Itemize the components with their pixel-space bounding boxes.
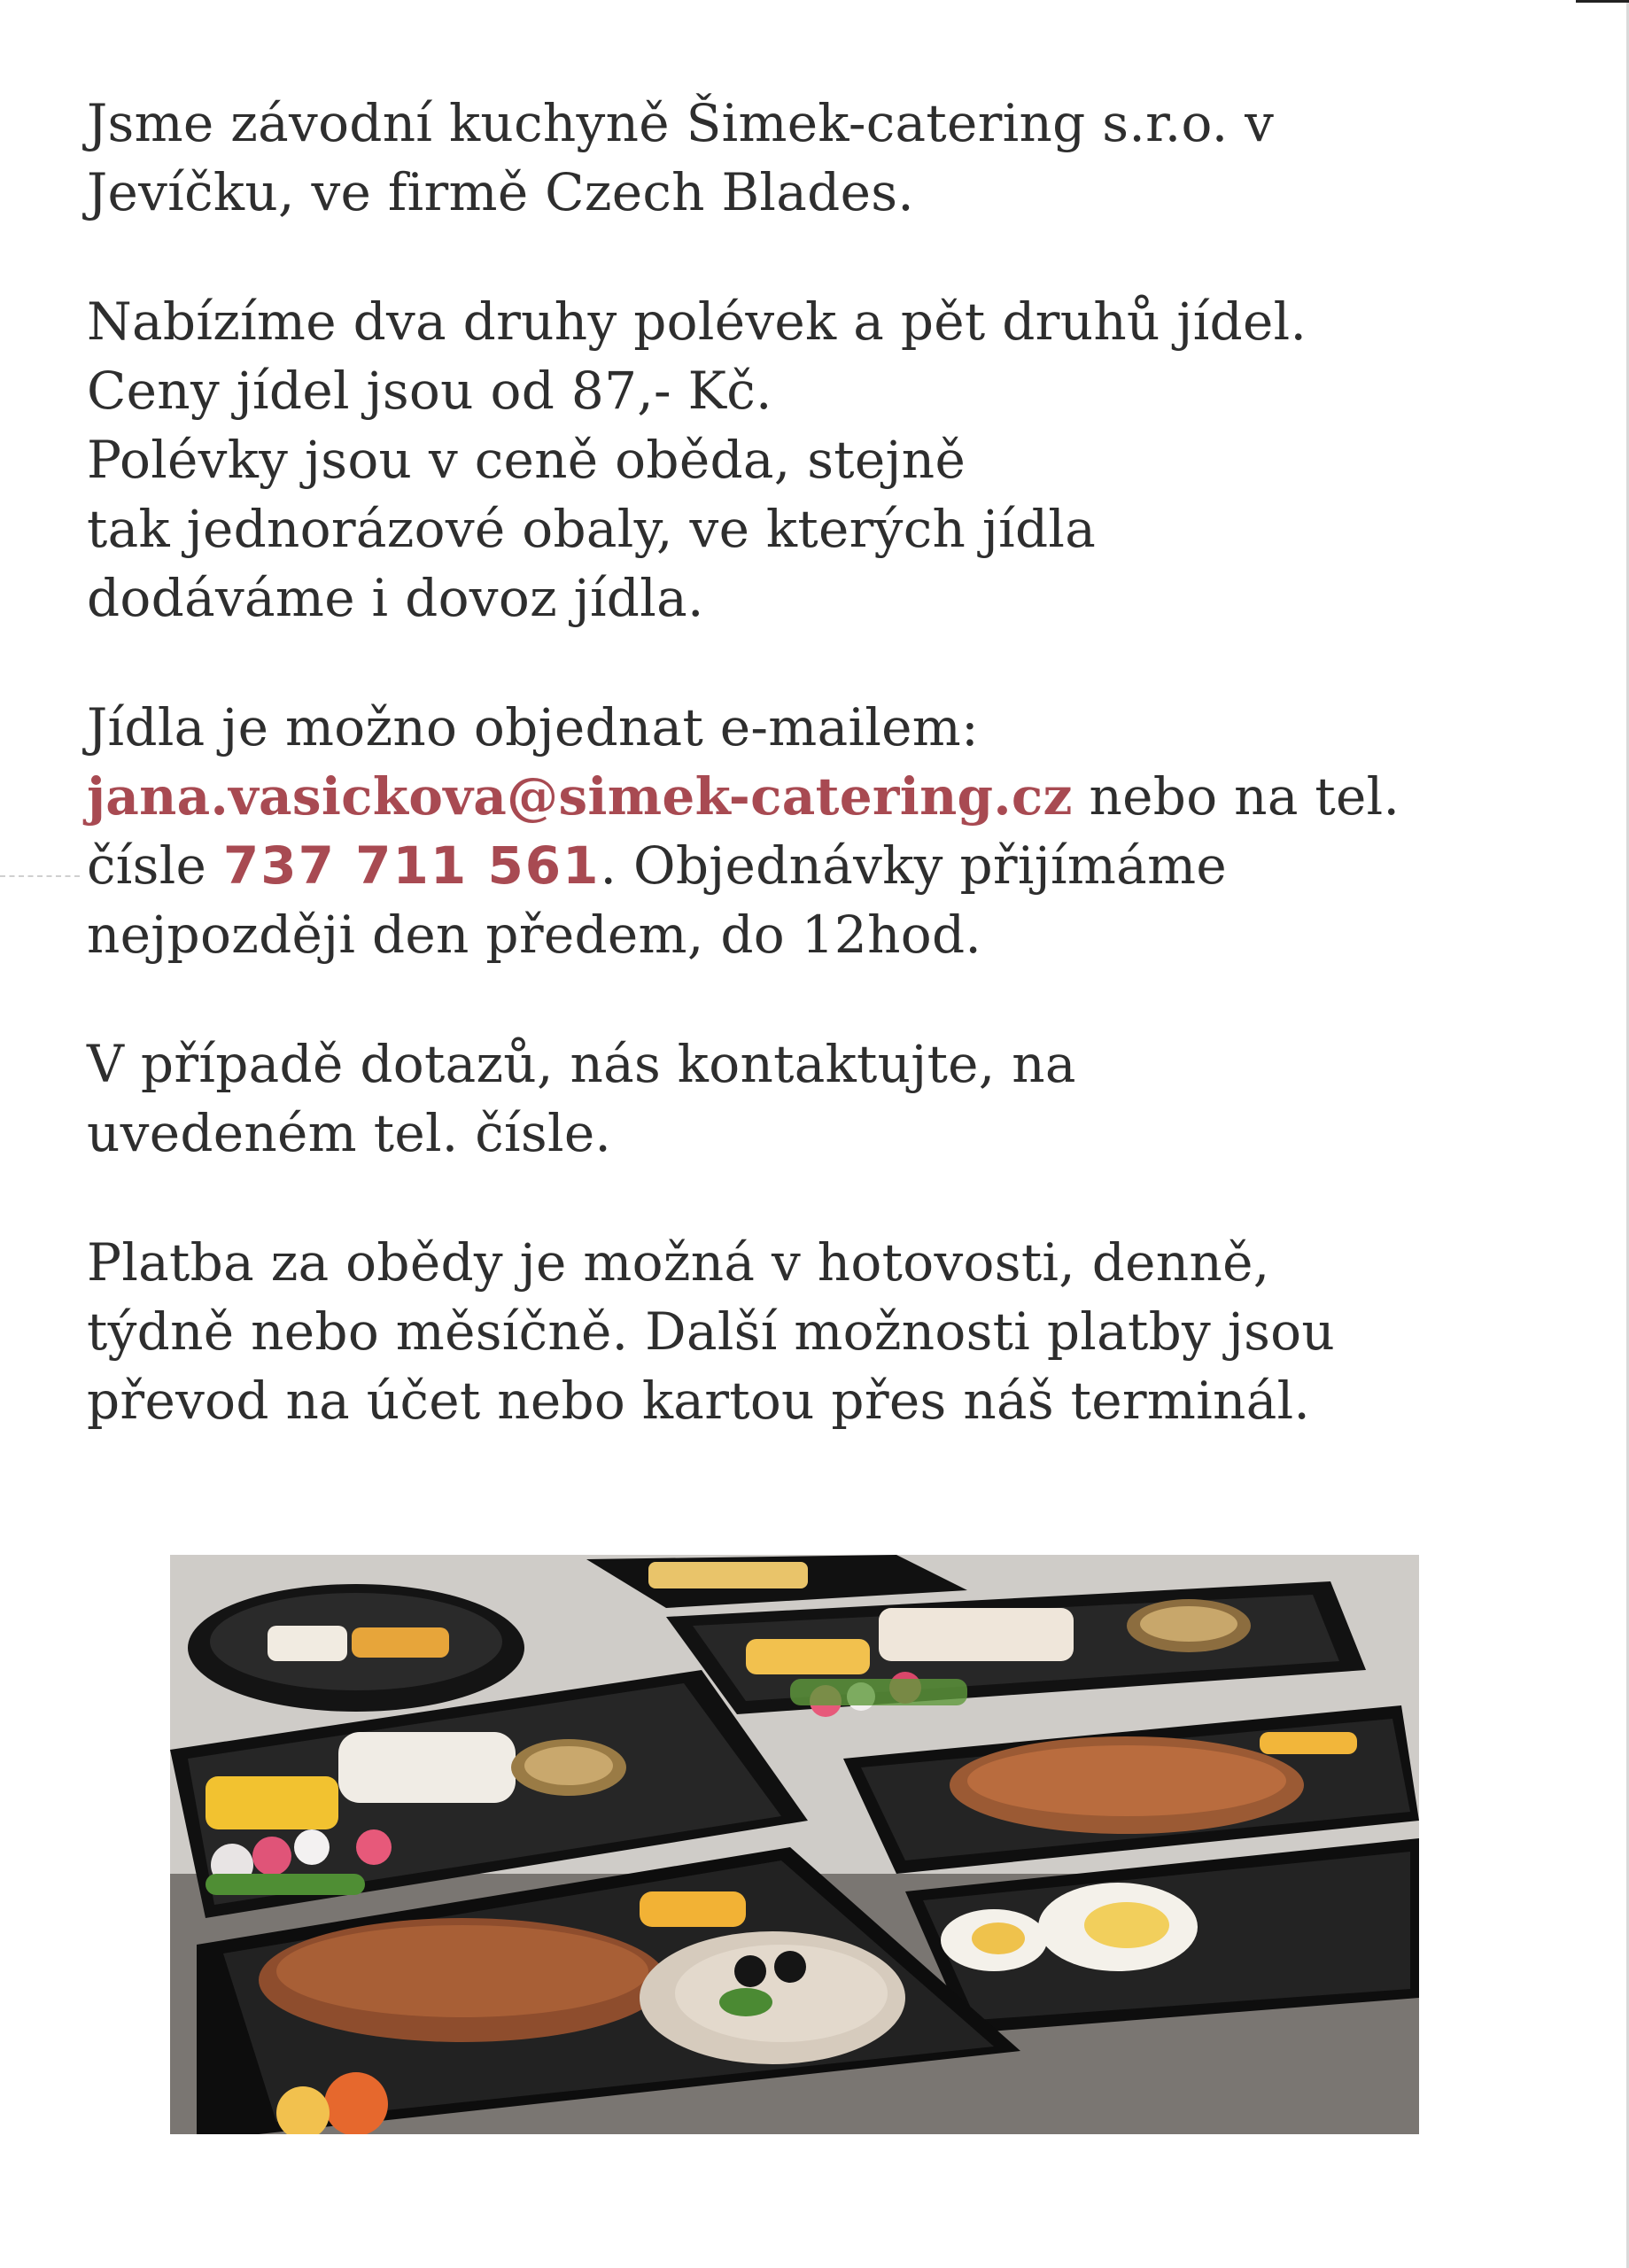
questions-line: uvedeném tel. čísle.	[87, 1103, 612, 1163]
offer-paragraph	[87, 287, 1540, 633]
offer-line: tak jednorázové obaly, ve kterých jídla	[87, 499, 1097, 559]
ordering-line: nejpozději den předem, do 12hod.	[87, 905, 982, 965]
questions-line: V případě dotazů, nás kontaktujte, na	[87, 1034, 1076, 1094]
ordering-text: nebo na tel.	[1072, 766, 1400, 827]
intro-line: Jevíčku, ve firmě Czech Blades.	[87, 162, 915, 222]
ordering-phone-line	[87, 831, 1540, 900]
offer-line: Nabízíme dva druhy polévek a pět druhů jídel.	[87, 291, 1307, 352]
payment-paragraph	[87, 1228, 1540, 1435]
intro-line: Jsme závodní kuchyně Šimek-catering s.r.o. v	[87, 93, 1275, 153]
offer-line: Polévky jsou v ceně oběda, stejně	[87, 430, 966, 490]
payment-line: Platba za obědy je možná v hotovosti, denně,	[87, 1232, 1270, 1293]
questions-paragraph	[87, 1029, 1540, 1168]
ordering-line: Jídla je možno objednat e-mailem:	[87, 697, 979, 757]
payment-line: týdně nebo měsíčně. Další možnosti platby jsou	[87, 1301, 1336, 1362]
meal-boxes-photo	[170, 1555, 1419, 2134]
ordering-paragraph	[87, 693, 1540, 969]
offer-line: Ceny jídel jsou od 87,- Kč.	[87, 361, 772, 421]
ordering-text: . Objednávky přijímáme	[600, 835, 1227, 896]
flyer-text	[87, 89, 1540, 1495]
offer-line: dodáváme i dovoz jídla.	[87, 568, 704, 628]
payment-line: převod na účet nebo kartou přes náš terminál.	[87, 1371, 1311, 1431]
container-round	[188, 1584, 524, 1712]
order-phone-number[interactable]: 737 711 561	[222, 835, 601, 896]
intro-paragraph	[87, 89, 1540, 227]
ordering-email-line	[87, 762, 1540, 831]
scan-artifact	[0, 875, 80, 877]
ordering-text: čísle	[87, 835, 223, 896]
scan-mark	[1576, 0, 1629, 3]
order-email-link[interactable]: jana.vasickova@simek-catering.cz	[87, 766, 1073, 827]
